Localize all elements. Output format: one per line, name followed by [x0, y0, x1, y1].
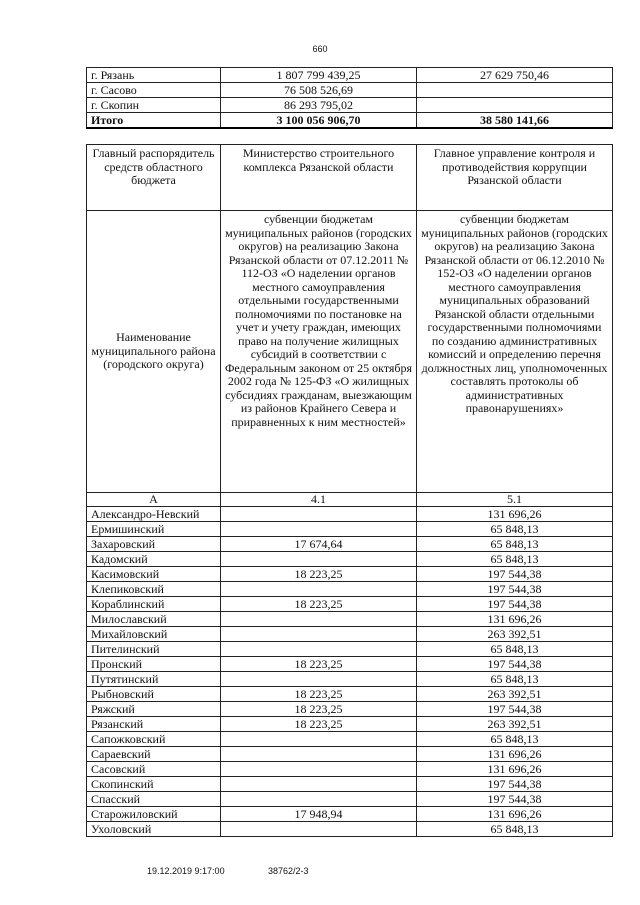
table-row	[87, 807, 613, 822]
value-cell-2: 197 544,38	[417, 777, 613, 792]
district-name: Спасский	[87, 792, 221, 807]
value-cell-1	[221, 522, 417, 537]
district-name: Сасовский	[87, 762, 221, 777]
district-name: г. Сасово	[87, 83, 221, 98]
district-name: Ухоловский	[87, 822, 221, 837]
value-cell-2: 27 629 750,46	[417, 68, 613, 83]
value-cell-1: 86 293 795,02	[221, 98, 417, 113]
col-51-label: 5.1	[417, 493, 613, 507]
district-name: Итого	[87, 113, 221, 129]
value-cell-1: 1 807 799 439,25	[221, 68, 417, 83]
value-cell-1	[221, 822, 417, 837]
table-row	[87, 627, 613, 642]
subvention-table	[86, 144, 613, 837]
footer-doc-code: 38762/2-3	[268, 866, 309, 876]
table-row	[87, 567, 613, 582]
table-row	[87, 822, 613, 837]
district-name: Ряжский	[87, 702, 221, 717]
subvention-1-description: субвенции бюджетам муниципальных районов (городских округов) на реализацию Закона Рязанской области от 07.12.2011 № 112-ОЗ «О наделении органов местного самоуправления отдельными государственными полномочиями по постановке на учет и учету граждан, имеющих право на получение жилищных субсидий в соответствии с Федеральным законом от 25 октября 2002 года № 125-ФЗ «О жилищных субсидиях гражданам, выезжающим из районов Крайнего Севера и приравненных к ним местностей»	[221, 211, 417, 493]
table-row	[87, 717, 613, 732]
district-name: Ермишинский	[87, 522, 221, 537]
district-name: Старожиловский	[87, 807, 221, 822]
value-cell-1: 17 674,64	[221, 537, 417, 552]
district-name: Рыбновский	[87, 687, 221, 702]
header-row-distributor	[87, 145, 613, 211]
value-cell-2	[417, 83, 613, 98]
summary-row	[87, 83, 613, 98]
district-name: Сапожковский	[87, 732, 221, 747]
value-cell-1: 18 223,25	[221, 597, 417, 612]
table-row	[87, 792, 613, 807]
value-cell-2: 131 696,26	[417, 612, 613, 627]
value-cell-1: 3 100 056 906,70	[221, 113, 417, 129]
value-cell-2: 197 544,38	[417, 567, 613, 582]
district-name: Касимовский	[87, 567, 221, 582]
table-row	[87, 657, 613, 672]
table-row	[87, 687, 613, 702]
district-name: Пронский	[87, 657, 221, 672]
table-row	[87, 762, 613, 777]
table-row	[87, 747, 613, 762]
header-row-subventions	[87, 211, 613, 493]
district-name: г. Рязань	[87, 68, 221, 83]
value-cell-1: 18 223,25	[221, 717, 417, 732]
value-cell-2: 65 848,13	[417, 552, 613, 567]
table-row	[87, 702, 613, 717]
summary-table	[86, 67, 613, 129]
value-cell-2	[417, 98, 613, 113]
footer-datetime: 19.12.2019 9:17:00	[147, 866, 225, 876]
summary-row	[87, 68, 613, 83]
value-cell-1: 18 223,25	[221, 567, 417, 582]
table-row	[87, 612, 613, 627]
district-name: Милославский	[87, 612, 221, 627]
district-name: г. Скопин	[87, 98, 221, 113]
distributor-label: Главный распорядитель средств областного бюджета	[87, 145, 221, 211]
value-cell-1	[221, 747, 417, 762]
value-cell-1	[221, 507, 417, 522]
value-cell-2: 65 848,13	[417, 522, 613, 537]
municipality-label: Наименование муниципального района (городского округа)	[87, 211, 221, 493]
value-cell-2: 197 544,38	[417, 657, 613, 672]
value-cell-2: 65 848,13	[417, 537, 613, 552]
table-row	[87, 537, 613, 552]
value-cell-2: 131 696,26	[417, 762, 613, 777]
value-cell-1	[221, 762, 417, 777]
district-name: Скопинский	[87, 777, 221, 792]
value-cell-1	[221, 777, 417, 792]
value-cell-1	[221, 732, 417, 747]
district-name: Кораблинский	[87, 597, 221, 612]
value-cell-1	[221, 642, 417, 657]
value-cell-2: 131 696,26	[417, 507, 613, 522]
value-cell-2: 65 848,13	[417, 732, 613, 747]
ministry-name: Министерство строительного комплекса Рязанской области	[221, 145, 417, 211]
value-cell-2: 65 848,13	[417, 822, 613, 837]
district-name: Сараевский	[87, 747, 221, 762]
table-row	[87, 597, 613, 612]
value-cell-2: 65 848,13	[417, 672, 613, 687]
table-row	[87, 672, 613, 687]
table-row	[87, 642, 613, 657]
district-name: Клепиковский	[87, 582, 221, 597]
subvention-2-description: субвенции бюджетам муниципальных районов (городских округов) на реализацию Закона Рязанской области от 06.12.2010 № 152-ОЗ «О наделении органов местного самоуправления муниципальных образований Рязанской области отдельными государственными полномочиями по созданию административных комиссий и определению перечня должностных лиц, уполномоченных составлять протоколы об административных правонарушениях»	[417, 211, 613, 493]
value-cell-1: 76 508 526,69	[221, 83, 417, 98]
value-cell-1	[221, 627, 417, 642]
table-row	[87, 522, 613, 537]
value-cell-1	[221, 582, 417, 597]
district-name: Кадомский	[87, 552, 221, 567]
value-cell-1	[221, 612, 417, 627]
district-name: Михайловский	[87, 627, 221, 642]
col-a-label: А	[87, 493, 221, 507]
anticorruption-name: Главное управление контроля и противодействия коррупции Рязанской области	[417, 145, 613, 211]
value-cell-2: 263 392,51	[417, 687, 613, 702]
col-41-label: 4.1	[221, 493, 417, 507]
district-name: Пителинский	[87, 642, 221, 657]
value-cell-2: 263 392,51	[417, 717, 613, 732]
value-cell-1: 18 223,25	[221, 657, 417, 672]
value-cell-1	[221, 672, 417, 687]
value-cell-1	[221, 552, 417, 567]
value-cell-1	[221, 792, 417, 807]
district-name: Захаровский	[87, 537, 221, 552]
value-cell-1: 18 223,25	[221, 702, 417, 717]
district-name: Рязанский	[87, 717, 221, 732]
district-name: Александро-Невский	[87, 507, 221, 522]
value-cell-2: 197 544,38	[417, 597, 613, 612]
district-name: Путятинский	[87, 672, 221, 687]
value-cell-2: 197 544,38	[417, 792, 613, 807]
value-cell-2: 65 848,13	[417, 642, 613, 657]
column-number-row	[87, 493, 613, 507]
value-cell-2: 263 392,51	[417, 627, 613, 642]
page-number: 660	[312, 44, 328, 54]
value-cell-1: 17 948,94	[221, 807, 417, 822]
value-cell-2: 197 544,38	[417, 702, 613, 717]
value-cell-2: 131 696,26	[417, 747, 613, 762]
summary-row	[87, 98, 613, 113]
value-cell-2: 38 580 141,66	[417, 113, 613, 129]
value-cell-1: 18 223,25	[221, 687, 417, 702]
value-cell-2: 197 544,38	[417, 582, 613, 597]
table-row	[87, 552, 613, 567]
table-row	[87, 732, 613, 747]
summary-row	[87, 113, 613, 129]
table-row	[87, 582, 613, 597]
table-row	[87, 507, 613, 522]
value-cell-2: 131 696,26	[417, 807, 613, 822]
table-row	[87, 777, 613, 792]
